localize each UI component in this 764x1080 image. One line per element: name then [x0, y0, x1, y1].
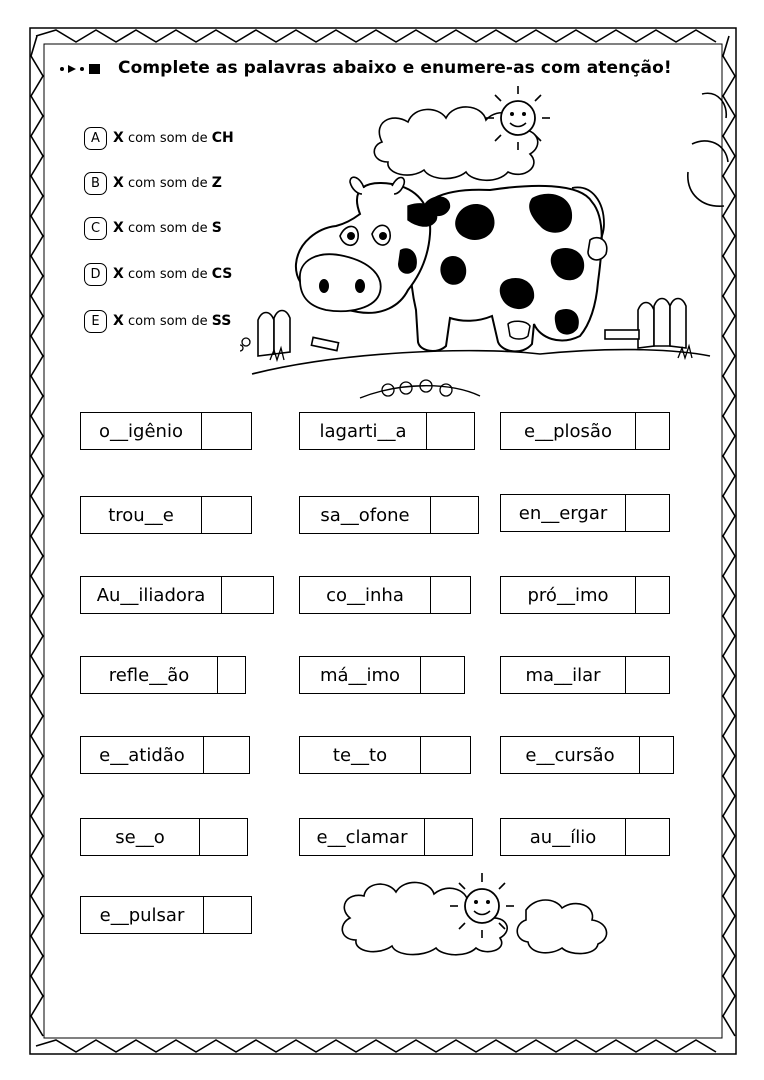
- legend-item-b: [84, 171, 222, 195]
- word-item: [299, 576, 471, 614]
- word-text: lagarti__a: [300, 413, 427, 449]
- word-item: [80, 576, 274, 614]
- word-item: [500, 736, 674, 774]
- legend-x: X: [113, 266, 124, 282]
- word-item: [500, 576, 670, 614]
- answer-box[interactable]: [427, 413, 474, 449]
- word-item: [500, 412, 670, 450]
- word-text: e__clamar: [300, 819, 425, 855]
- legend-x: X: [113, 220, 124, 236]
- legend-sound: S: [211, 220, 222, 236]
- word-item: [299, 496, 479, 534]
- word-text: Au__iliadora: [81, 577, 222, 613]
- word-item: [299, 818, 473, 856]
- legend-letter: A: [84, 127, 107, 150]
- cloud-icon: [517, 900, 606, 954]
- legend-x: X: [113, 313, 124, 329]
- legend-label: com som de: [127, 131, 208, 146]
- sun-cloud-illustration: [330, 868, 630, 958]
- answer-box[interactable]: [626, 819, 669, 855]
- word-item: [80, 818, 248, 856]
- answer-box[interactable]: [626, 657, 669, 693]
- word-item: [80, 412, 252, 450]
- legend-letter: D: [84, 263, 107, 286]
- word-text: te__to: [300, 737, 421, 773]
- word-text: pró__imo: [501, 577, 636, 613]
- answer-box[interactable]: [640, 737, 673, 773]
- legend-sound: Z: [211, 175, 222, 191]
- answer-box[interactable]: [218, 657, 245, 693]
- legend-letter: E: [84, 310, 107, 333]
- answer-box[interactable]: [222, 577, 273, 613]
- word-text: en__ergar: [501, 495, 626, 531]
- word-item: [500, 818, 670, 856]
- legend-sound: CS: [211, 266, 233, 282]
- answer-box[interactable]: [626, 495, 669, 531]
- answer-box[interactable]: [204, 737, 249, 773]
- word-item: [80, 656, 246, 694]
- answer-box[interactable]: [636, 413, 669, 449]
- legend-item-c: [84, 216, 222, 240]
- word-item: [299, 656, 465, 694]
- answer-box[interactable]: [202, 497, 251, 533]
- word-text: má__imo: [300, 657, 421, 693]
- answer-box[interactable]: [425, 819, 472, 855]
- word-text: se__o: [81, 819, 200, 855]
- word-item: [80, 496, 252, 534]
- word-text: co__inha: [300, 577, 431, 613]
- legend-label: com som de: [127, 221, 208, 236]
- answer-box[interactable]: [431, 577, 470, 613]
- legend-label: com som de: [127, 176, 208, 191]
- legend-x: X: [113, 175, 124, 191]
- word-text: e__plosão: [501, 413, 636, 449]
- legend-sound: CH: [211, 130, 234, 146]
- word-item: [80, 896, 252, 934]
- word-text: sa__ofone: [300, 497, 431, 533]
- answer-box[interactable]: [421, 737, 470, 773]
- word-item: [500, 656, 670, 694]
- word-item: [500, 494, 670, 532]
- word-text: e__atidão: [81, 737, 204, 773]
- word-item: [299, 736, 471, 774]
- word-item: [299, 412, 475, 450]
- answer-box[interactable]: [421, 657, 464, 693]
- pencil-icon: [58, 62, 104, 76]
- word-text: refle__ão: [81, 657, 218, 693]
- word-text: o__igênio: [81, 413, 202, 449]
- legend-label: com som de: [127, 267, 208, 282]
- legend-label: com som de: [127, 314, 208, 329]
- legend-item-d: [84, 262, 232, 286]
- word-item: [80, 736, 250, 774]
- legend-item-e: [84, 309, 231, 333]
- legend-letter: B: [84, 172, 107, 195]
- legend-sound: SS: [211, 313, 232, 329]
- answer-box[interactable]: [200, 819, 247, 855]
- word-text: au__ílio: [501, 819, 626, 855]
- word-text: e__cursão: [501, 737, 640, 773]
- legend-letter: C: [84, 217, 107, 240]
- cow-illustration: [240, 84, 730, 414]
- answer-box[interactable]: [431, 497, 478, 533]
- word-text: trou__e: [81, 497, 202, 533]
- answer-box[interactable]: [636, 577, 669, 613]
- legend-item-a: [84, 126, 234, 150]
- answer-box[interactable]: [202, 413, 251, 449]
- legend-x: X: [113, 130, 124, 146]
- page-title: Complete as palavras abaixo e enumere-as com atenção!: [118, 58, 672, 78]
- answer-box[interactable]: [204, 897, 251, 933]
- word-text: e__pulsar: [81, 897, 204, 933]
- word-text: ma__ilar: [501, 657, 626, 693]
